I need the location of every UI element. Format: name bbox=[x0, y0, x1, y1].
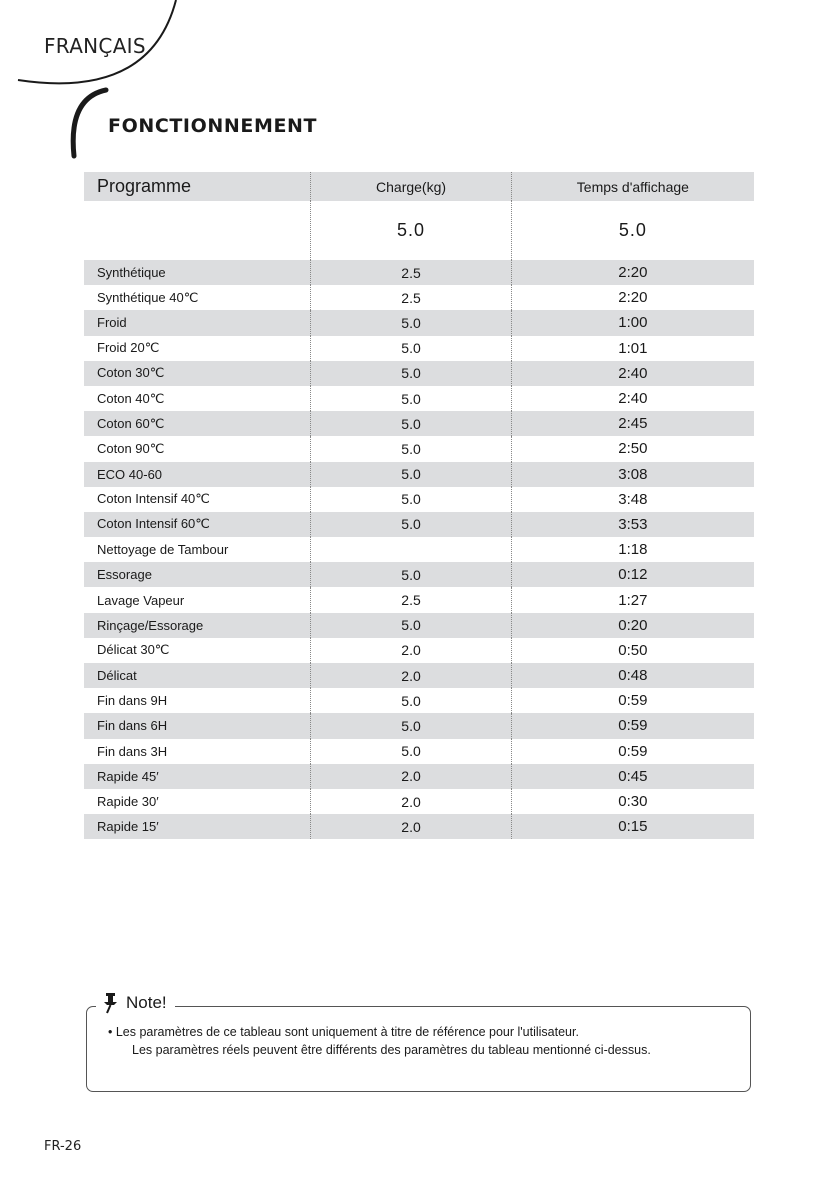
cell-charge: 2.0 bbox=[310, 789, 510, 814]
cell-temps: 0:45 bbox=[511, 764, 754, 789]
table-row bbox=[84, 260, 754, 285]
cell-programme: Rinçage/Essorage bbox=[97, 617, 204, 633]
table-row bbox=[84, 361, 754, 386]
table-subheader-row bbox=[84, 201, 754, 260]
cell-temps: 0:59 bbox=[511, 739, 754, 764]
cell-charge: 5.0 bbox=[310, 512, 510, 537]
cell-temps: 0:15 bbox=[511, 814, 754, 839]
cell-temps: 0:30 bbox=[511, 789, 754, 814]
table-row bbox=[84, 436, 754, 461]
cell-temps: 1:01 bbox=[511, 336, 754, 361]
cell-temps: 3:08 bbox=[511, 462, 754, 487]
cell-charge bbox=[310, 537, 510, 562]
cell-temps: 2:20 bbox=[511, 260, 754, 285]
table-row bbox=[84, 587, 754, 612]
column-header-temps: Temps d'affichage bbox=[511, 172, 754, 201]
cell-temps: 2:50 bbox=[511, 436, 754, 461]
cell-programme: Rapide 15′ bbox=[97, 819, 159, 835]
note-header bbox=[96, 992, 175, 1014]
page-number: FR-26 bbox=[44, 1139, 82, 1154]
cell-temps: 0:48 bbox=[511, 663, 754, 688]
cell-programme: Délicat 30℃ bbox=[97, 642, 170, 658]
cell-temps: 3:53 bbox=[511, 512, 754, 537]
table-row bbox=[84, 512, 754, 537]
cell-charge: 2.0 bbox=[310, 764, 510, 789]
table-row bbox=[84, 562, 754, 587]
cell-charge: 2.0 bbox=[310, 814, 510, 839]
cell-charge: 5.0 bbox=[310, 713, 510, 738]
cell-charge: 5.0 bbox=[310, 310, 510, 335]
subheader-charge: 5.0 bbox=[310, 201, 510, 260]
table-row bbox=[84, 411, 754, 436]
note-title: Note! bbox=[126, 993, 167, 1012]
cell-charge: 5.0 bbox=[310, 562, 510, 587]
cell-programme: Essorage bbox=[97, 567, 152, 583]
cell-charge: 5.0 bbox=[310, 462, 510, 487]
cell-charge: 5.0 bbox=[310, 613, 510, 638]
cell-temps: 2:40 bbox=[511, 361, 754, 386]
cell-programme: Coton Intensif 60℃ bbox=[97, 516, 210, 532]
cell-charge: 5.0 bbox=[310, 688, 510, 713]
cell-programme: Coton Intensif 40℃ bbox=[97, 491, 210, 507]
cell-charge: 5.0 bbox=[310, 436, 510, 461]
note-line-2: Les paramètres réels peuvent être différents des paramètres du tableau mentionné ci-dessus. bbox=[132, 1043, 651, 1057]
table-row bbox=[84, 713, 754, 738]
table-row bbox=[84, 487, 754, 512]
table-row bbox=[84, 285, 754, 310]
cell-temps: 0:50 bbox=[511, 638, 754, 663]
cell-charge: 5.0 bbox=[310, 361, 510, 386]
cell-charge: 2.5 bbox=[310, 285, 510, 310]
cell-programme: Froid bbox=[97, 315, 127, 331]
cell-programme: Fin dans 9H bbox=[97, 693, 168, 709]
subheader-programme bbox=[84, 201, 310, 260]
cell-charge: 5.0 bbox=[310, 487, 510, 512]
cell-temps: 1:00 bbox=[511, 310, 754, 335]
cell-temps: 1:18 bbox=[511, 537, 754, 562]
table-row bbox=[84, 764, 754, 789]
cell-programme: Nettoyage de Tambour bbox=[97, 542, 229, 558]
cell-programme: Lavage Vapeur bbox=[97, 592, 185, 608]
table-row bbox=[84, 688, 754, 713]
cell-programme: Froid 20℃ bbox=[97, 340, 160, 356]
table-row bbox=[84, 638, 754, 663]
section-title: FONCTIONNEMENT bbox=[108, 115, 318, 137]
cell-temps: 0:59 bbox=[511, 688, 754, 713]
cell-programme: Synthétique bbox=[97, 265, 166, 281]
table-row bbox=[84, 310, 754, 335]
table-row bbox=[84, 739, 754, 764]
cell-programme: Délicat bbox=[97, 668, 137, 684]
table-row bbox=[84, 462, 754, 487]
cell-charge: 2.0 bbox=[310, 663, 510, 688]
cell-programme: Coton 40℃ bbox=[97, 390, 165, 406]
table-row bbox=[84, 336, 754, 361]
program-table bbox=[84, 172, 754, 839]
cell-charge: 5.0 bbox=[310, 336, 510, 361]
cell-temps: 2:20 bbox=[511, 285, 754, 310]
cell-charge: 2.0 bbox=[310, 638, 510, 663]
table-header-row bbox=[84, 172, 754, 201]
cell-programme: Synthétique 40℃ bbox=[97, 289, 199, 305]
cell-programme: ECO 40-60 bbox=[97, 466, 163, 482]
cell-charge: 5.0 bbox=[310, 739, 510, 764]
subheader-temps: 5.0 bbox=[511, 201, 754, 260]
table-row bbox=[84, 386, 754, 411]
cell-charge: 5.0 bbox=[310, 386, 510, 411]
table-row bbox=[84, 613, 754, 638]
cell-temps: 1:27 bbox=[511, 587, 754, 612]
cell-programme: Fin dans 6H bbox=[97, 718, 168, 734]
note-text bbox=[108, 1023, 728, 1059]
column-header-charge: Charge(kg) bbox=[310, 172, 510, 201]
cell-programme: Rapide 30′ bbox=[97, 794, 159, 810]
note-line-1: • Les paramètres de ce tableau sont uniquement à titre de référence pour l'utilisateur. bbox=[108, 1025, 579, 1039]
cell-programme: Fin dans 3H bbox=[97, 743, 168, 759]
cell-programme: Coton 90℃ bbox=[97, 440, 165, 456]
cell-temps: 2:45 bbox=[511, 411, 754, 436]
cell-charge: 2.5 bbox=[310, 587, 510, 612]
table-row bbox=[84, 537, 754, 562]
cell-temps: 3:48 bbox=[511, 487, 754, 512]
cell-programme: Rapide 45′ bbox=[97, 768, 159, 784]
table-row bbox=[84, 814, 754, 839]
column-header-programme: Programme bbox=[97, 176, 192, 196]
cell-temps: 2:40 bbox=[511, 386, 754, 411]
cell-temps: 0:59 bbox=[511, 713, 754, 738]
table-row bbox=[84, 789, 754, 814]
pushpin-icon bbox=[100, 992, 120, 1014]
cell-programme: Coton 60℃ bbox=[97, 415, 165, 431]
cell-programme: Coton 30℃ bbox=[97, 365, 165, 381]
cell-charge: 5.0 bbox=[310, 411, 510, 436]
cell-charge: 2.5 bbox=[310, 260, 510, 285]
table-row bbox=[84, 663, 754, 688]
language-label: FRANÇAIS bbox=[44, 34, 146, 58]
table-body bbox=[84, 260, 754, 839]
cell-temps: 0:20 bbox=[511, 613, 754, 638]
section-arc-decoration bbox=[64, 86, 114, 161]
cell-temps: 0:12 bbox=[511, 562, 754, 587]
